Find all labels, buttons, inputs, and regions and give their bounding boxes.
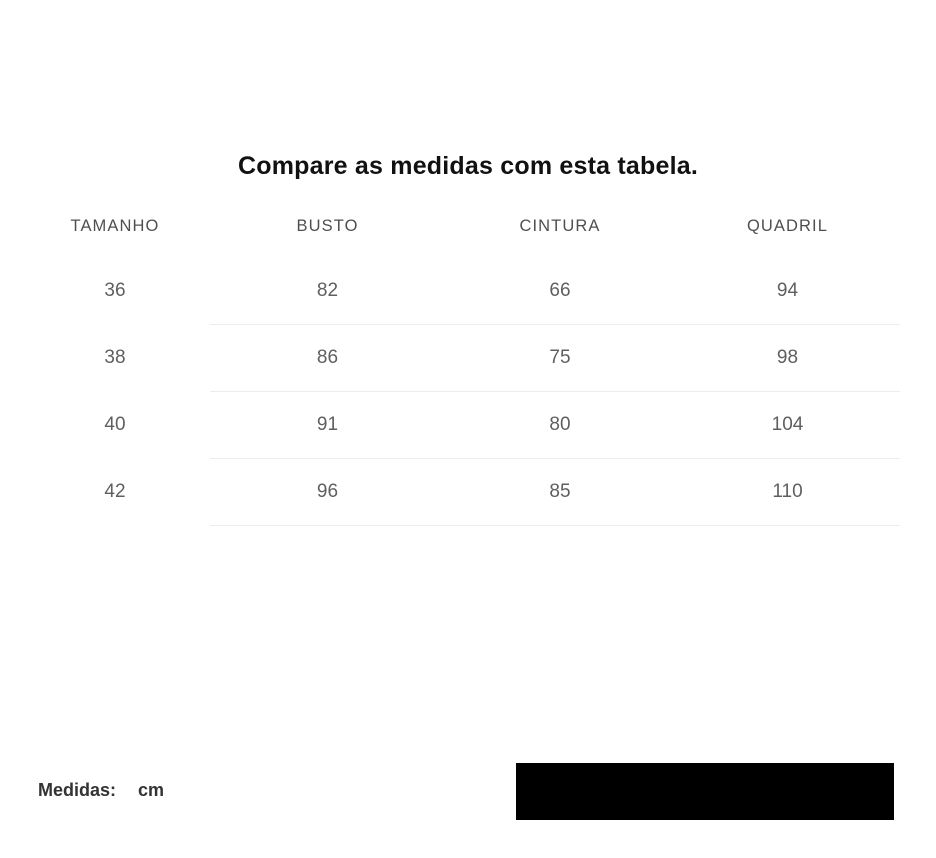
table-header xyxy=(20,205,900,258)
cell-hip: 110 xyxy=(675,459,900,526)
table-row xyxy=(20,325,900,392)
table-row xyxy=(20,459,900,526)
cell-size: 40 xyxy=(104,414,126,435)
size-table xyxy=(20,205,900,526)
table-row xyxy=(20,392,900,459)
column-header-quadril: QUADRIL xyxy=(746,217,829,235)
cell-bust: 91 xyxy=(210,392,445,459)
cell-bust: 96 xyxy=(210,459,445,526)
cell-size: 42 xyxy=(104,481,126,502)
page-title: Compare as medidas com esta tabela. xyxy=(238,152,698,180)
units-label: Medidas: xyxy=(38,780,117,800)
cell-size: 38 xyxy=(104,347,126,368)
cell-hip: 94 xyxy=(675,258,900,325)
table-header-row xyxy=(20,205,900,258)
cell-size: 36 xyxy=(104,280,126,301)
cell-hip: 104 xyxy=(675,392,900,459)
units-value: cm xyxy=(138,780,165,800)
redacted-bar xyxy=(516,763,894,820)
units-row xyxy=(38,780,164,801)
cell-waist: 85 xyxy=(445,459,675,526)
cell-bust: 86 xyxy=(210,325,445,392)
cell-waist: 75 xyxy=(445,325,675,392)
column-header-tamanho: TAMANHO xyxy=(70,217,160,235)
cell-hip: 98 xyxy=(675,325,900,392)
column-header-cintura: CINTURA xyxy=(519,217,601,235)
cell-waist: 66 xyxy=(445,258,675,325)
cell-waist: 80 xyxy=(445,392,675,459)
table-row xyxy=(20,258,900,325)
table-body xyxy=(20,258,900,526)
column-header-busto: BUSTO xyxy=(296,217,359,235)
cell-bust: 82 xyxy=(210,258,445,325)
